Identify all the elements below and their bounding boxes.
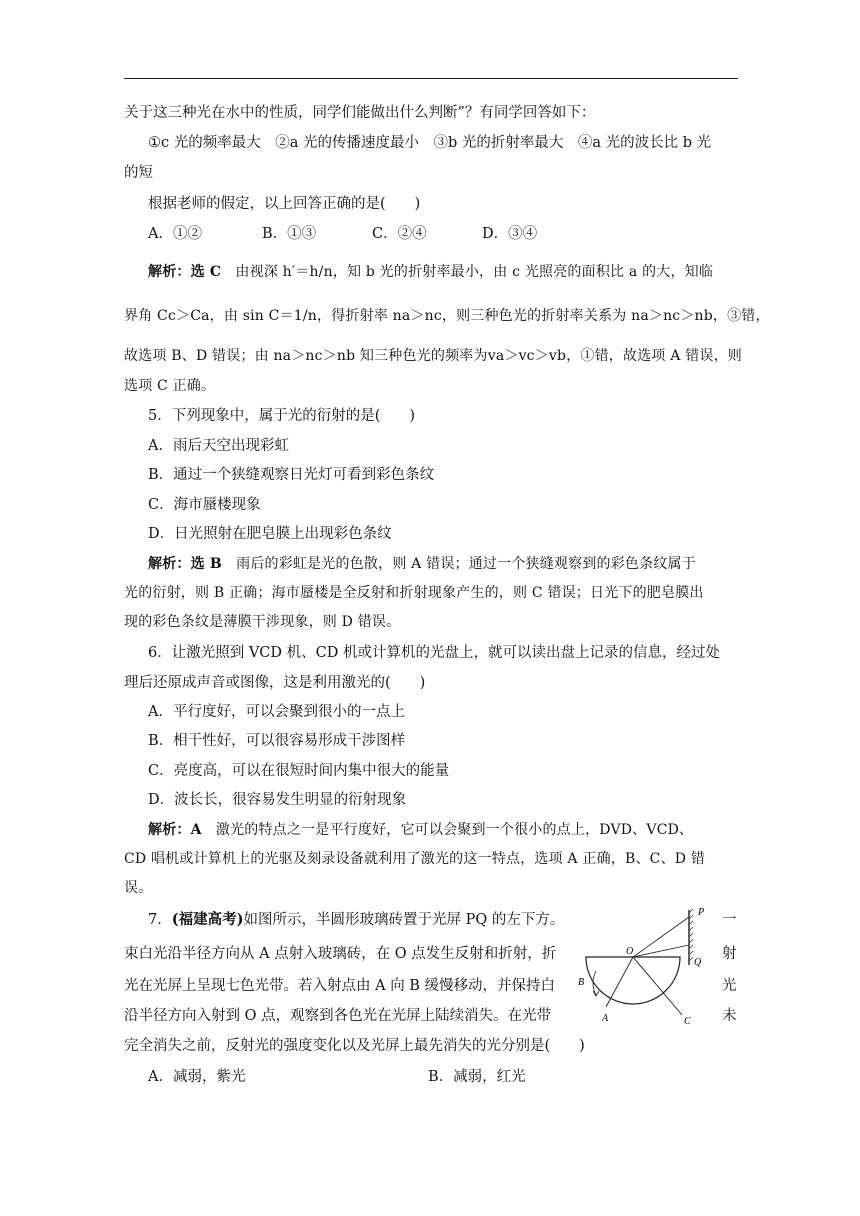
label-q: Q — [694, 957, 702, 968]
q6-option-d: D．波长长，很容易发生明显的衍射现象 — [148, 792, 407, 808]
semicircle-glass — [586, 957, 680, 1004]
q5-answer-head: 解析：选 B — [148, 556, 222, 572]
label-a: A — [602, 1013, 609, 1024]
q5-option-d: D．日光照射在肥皂膜上出现彩色条纹 — [148, 526, 392, 542]
q7-figure — [572, 905, 724, 1027]
header-rule — [124, 78, 738, 79]
q7-stem-line1-tail: 一 — [722, 912, 737, 928]
q5-option-a: A．雨后天空出现彩虹 — [148, 438, 289, 454]
q7-option-b: B．减弱，红光 — [428, 1069, 526, 1085]
q4-answer-line1 — [148, 262, 713, 282]
curved-arrow-head — [593, 991, 599, 996]
q5-answer-line2: 光的衍射，则 B 正确；海市蜃楼是全反射和折射现象产生的，则 C 错误；日光下的肥皂膜出 — [124, 585, 704, 601]
q4-prompt: 根据老师的假定，以上回答正确的是( ) — [148, 196, 421, 212]
q7-stem-line2: 束白光沿半径方向从 A 点射入玻璃砖，在 O 点发生反射和折射，折 — [124, 946, 557, 962]
q4-answer-line2: 界角 Cc＞Ca，由 sin C＝1/n，得折射率 na＞nc，则三种色光的折射率关系为 na＞nc＞nb，③错， — [124, 308, 770, 324]
q4-answer-head: 解析：选 C — [148, 264, 222, 280]
q7-stem-text1: 如图所示，半圆形玻璃砖置于光屏 PQ 的左下方。 — [243, 912, 565, 928]
q4-answer-text1: 由视深 h′＝h/n，知 b 光的折射率最小，由 c 光照亮的面积比 a 的大，知临 — [235, 264, 714, 280]
q4-answer-line4: 选项 C 正确。 — [124, 378, 216, 394]
q6-stem-line1: 6．让激光照到 VCD 机、CD 机或计算机的光盘上，就可以读出盘上记录的信息，经过处 — [148, 645, 720, 661]
q6-answer-text1: 激光的特点之一是平行度好，它可以会聚到一个很小的点上，DVD、VCD、 — [215, 822, 694, 838]
q5-answer-text1: 雨后的彩虹是光的色散，则 A 错误；通过一个狭缝观察到的彩色条纹属于 — [236, 556, 696, 572]
q5-stem: 5．下列现象中，属于光的衍射的是( ) — [148, 408, 416, 424]
reflected-ray — [633, 957, 682, 1015]
incident-ray — [606, 957, 633, 1007]
q7-number: 7． — [148, 912, 172, 928]
label-c: C — [684, 1016, 691, 1027]
q7-source: (福建高考) — [171, 911, 244, 928]
q6-option-a: A．平行度好，可以会聚到很小的一点上 — [148, 704, 405, 720]
q4-facts-line1: ①c 光的频率最大 ②a 光的传播速度最小 ③b 光的折射率最大 ④a 光的波长比 b 光 — [148, 135, 712, 151]
q4-option-c: C．②④ — [372, 226, 427, 242]
label-o: O — [626, 946, 634, 957]
label-p: P — [698, 907, 705, 918]
q5-option-b: B．通过一个狭缝观察日光灯可看到彩色条纹 — [148, 467, 435, 483]
q6-stem-line2: 理后还原成声音或图像，这是利用激光的( ) — [124, 675, 426, 691]
q7-stem-line1 — [148, 910, 564, 930]
q4-option-b: B．①③ — [262, 226, 317, 242]
q6-answer-head: 解析：A — [148, 822, 202, 838]
q4-facts-line2: 的短 — [124, 165, 153, 181]
q4-answer-line3: 故选项 B、D 错误；由 na＞nc＞nb 知三种色光的频率为va＞vc＞vb，①错，故选项 A 错误，则 — [124, 348, 742, 364]
q6-option-c: C．亮度高，可以在很短时间内集中很大的能量 — [148, 763, 450, 779]
q6-answer-line2: CD 唱机或计算机上的光驱及刻录设备就利用了激光的这一特点，选项 A 正确，B、C、D 错 — [124, 851, 706, 867]
q4-option-a: A．①② — [148, 226, 202, 242]
q5-answer-line1 — [148, 554, 696, 574]
q6-answer-line3: 误。 — [124, 880, 153, 896]
q7-stem-line3-tail: 光 — [722, 978, 737, 994]
q7-option-a: A．减弱，紫光 — [148, 1069, 246, 1085]
q4-continuation: 关于这三种光在水中的性质，同学们能做出什么判断”？有同学回答如下： — [124, 105, 596, 121]
q6-answer-line1 — [148, 820, 693, 840]
q7-stem-line4: 沿半径方向入射到 O 点，观察到各色光在光屏上陆续消失。在光带 — [124, 1008, 552, 1024]
q7-stem-line5: 完全消失之前，反射光的强度变化以及光屏上最先消失的光分别是( ) — [124, 1038, 585, 1054]
q4-option-d: D．③④ — [482, 226, 538, 242]
q6-option-b: B．相干性好，可以很容易形成干涉图样 — [148, 733, 406, 749]
q7-stem-line2-tail: 射 — [722, 946, 737, 962]
q7-stem-line3: 光在光屏上呈现七色光带。若入射点由 A 向 B 缓慢移动，并保持白 — [124, 978, 556, 994]
q7-stem-line4-tail: 未 — [722, 1008, 737, 1024]
label-b: B — [578, 977, 585, 988]
q5-option-c: C．海市蜃楼现象 — [148, 497, 261, 513]
q5-answer-line3: 现的彩色条纹是薄膜干涉现象，则 D 错误。 — [124, 614, 401, 630]
